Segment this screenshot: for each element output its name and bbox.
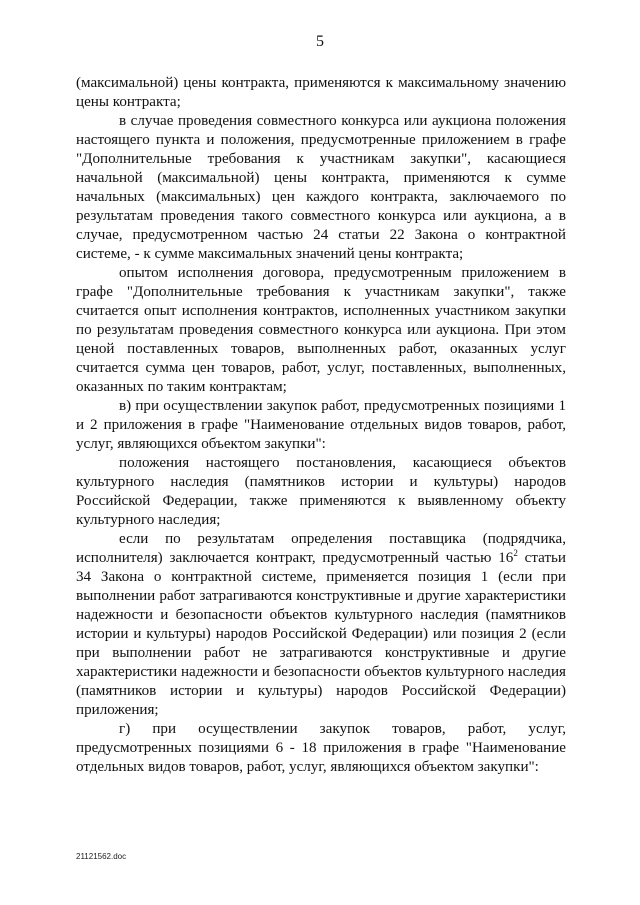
paragraph: опытом исполнения договора, предусмотренным приложением в графе "Дополнительные требования к участникам закупки", также считается опыт исполнения контрактов, исполненных участником закупки по результатам проведения совместного конкурса или аукциона. При этом ценой поставленных товаров, выполненных работ, оказанных услуг считается сумма цен товаров, работ, услуг, поставленных, выполненных, оказанных по таким контрактам; bbox=[76, 265, 566, 395]
paragraph: (максимальной) цены контракта, применяются к максимальному значению цены контракта; bbox=[76, 75, 566, 110]
paragraph: положения настоящего постановления, касающиеся объектов культурного наследия (памятников истории и культуры) народов Российской Федерации, также применяются к выявленному объекту культурного наследия; bbox=[76, 455, 566, 528]
file-name-footer: 21121562.doc bbox=[76, 852, 127, 861]
paragraph-text: статьи 34 Закона о контрактной системе, применяется позиция 1 (если при выполнении работ затрагиваются конструктивные и другие характеристики надежности и безопасности объектов культурного наследия (памятников истории и культуры) народов Российской Федерации) или позиция 2 (если при выполнении работ не затрагиваются конструктивные и другие характеристики надежности и безопасности объектов культурного наследия (памятников истории и культуры) народов Российской Федерации) приложения; bbox=[76, 550, 566, 718]
page-number: 5 bbox=[316, 33, 324, 50]
paragraph: в случае проведения совместного конкурса или аукциона положения настоящего пункта и положения, предусмотренные приложением в графе "Дополнительные требования к участникам закупки", касающиеся начальной (максимальной) цены контракта, применяются к сумме начальных (максимальных) цен каждого контракта, заключаемого по результатам проведения такого совместного конкурса или аукциона, а в случае, предусмотренном частью 24 статьи 22 Закона о контрактной системе, - к сумме максимальных значений цены контракта; bbox=[76, 113, 566, 262]
document-body bbox=[76, 74, 566, 777]
paragraph-text: если по результатам определения поставщика (подрядчика, исполнителя) заключается контракт, предусмотренный частью 16 bbox=[76, 531, 566, 566]
paragraph: г) при осуществлении закупок товаров, работ, услуг, предусмотренных позициями 6 - 18 приложения в графе "Наименование отдельных видов товаров, работ, услуг, являющихся объектом закупки": bbox=[76, 721, 566, 775]
paragraph: в) при осуществлении закупок работ, предусмотренных позициями 1 и 2 приложения в графе "Наименование отдельных видов товаров, работ, услуг, являющихся объектом закупки": bbox=[76, 398, 566, 452]
superscript: 2 bbox=[513, 547, 518, 558]
paragraph bbox=[76, 530, 566, 720]
